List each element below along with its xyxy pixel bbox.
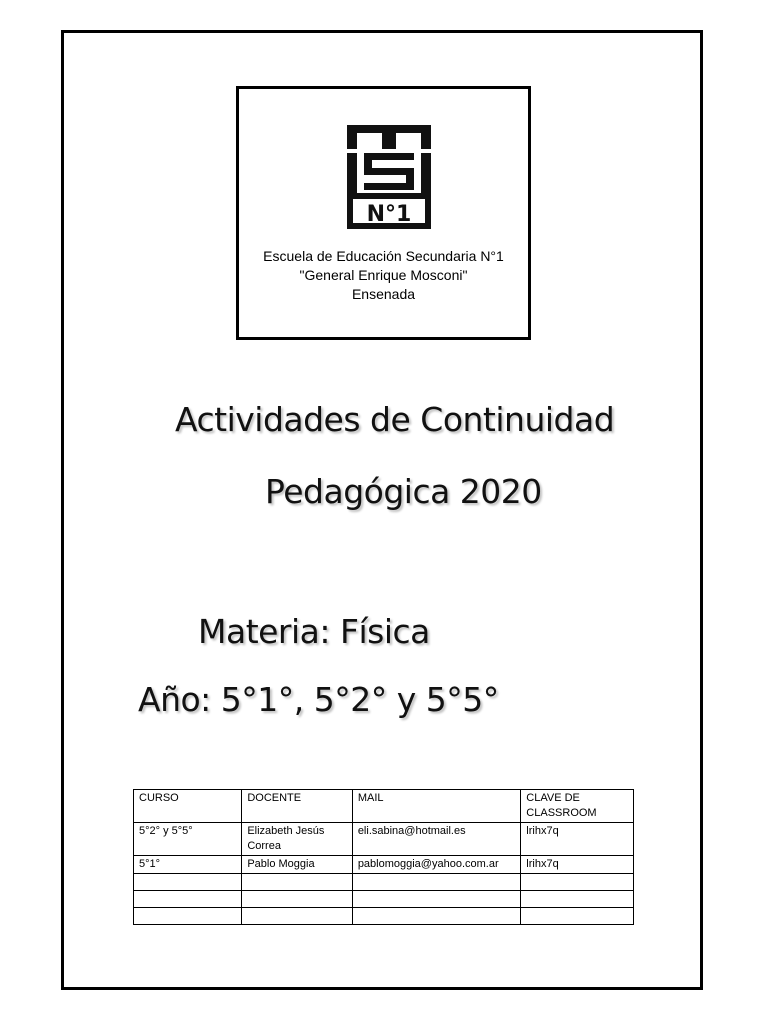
- cell-clave: [521, 874, 634, 891]
- cell-curso: 5°1°: [134, 856, 242, 874]
- header-docente: DOCENTE: [242, 790, 353, 823]
- cell-curso: [134, 891, 242, 908]
- table-row: [134, 856, 634, 874]
- table-row: [134, 823, 634, 856]
- school-patron: "General Enrique Mosconi": [299, 267, 468, 283]
- school-name: Escuela de Educación Secundaria N°1: [263, 248, 504, 264]
- cell-mail: [352, 874, 520, 891]
- header-curso: CURSO: [134, 790, 242, 823]
- cell-docente: [242, 891, 353, 908]
- table-header-row: [134, 790, 634, 823]
- document-title-line2: Pedagógica 2020: [265, 472, 542, 511]
- cell-clave: lrihx7q: [521, 856, 634, 874]
- cell-docente: [242, 874, 353, 891]
- cell-docente: Pablo Moggia: [242, 856, 353, 874]
- school-emblem-icon: [344, 123, 434, 233]
- cell-mail: pablomoggia@yahoo.com.ar: [352, 856, 520, 874]
- school-logo-box: [236, 86, 531, 340]
- cell-curso: [134, 908, 242, 925]
- header-clave: CLAVE DE CLASSROOM: [521, 790, 634, 823]
- subject-label: Materia: Física: [198, 612, 430, 651]
- table-row-empty: [134, 874, 634, 891]
- cell-curso: [134, 874, 242, 891]
- cell-clave: [521, 891, 634, 908]
- cell-mail: [352, 891, 520, 908]
- header-mail: MAIL: [352, 790, 520, 823]
- emblem-number: N°1: [366, 202, 412, 227]
- cell-mail: eli.sabina@hotmail.es: [352, 823, 520, 856]
- document-title-line1: Actividades de Continuidad: [175, 400, 615, 439]
- cell-mail: [352, 908, 520, 925]
- school-city: Ensenada: [351, 286, 416, 302]
- cell-clave: [521, 908, 634, 925]
- school-name-block: [239, 247, 528, 304]
- table-row-empty: [134, 891, 634, 908]
- year-label: Año: 5°1°, 5°2° y 5°5°: [138, 680, 499, 719]
- cell-curso: 5°2° y 5°5°: [134, 823, 242, 856]
- cell-clave: lrihx7q: [521, 823, 634, 856]
- table-row-empty: [134, 908, 634, 925]
- course-info-table: [133, 789, 634, 925]
- cell-docente: [242, 908, 353, 925]
- cell-docente: Elizabeth Jesús Correa: [242, 823, 353, 856]
